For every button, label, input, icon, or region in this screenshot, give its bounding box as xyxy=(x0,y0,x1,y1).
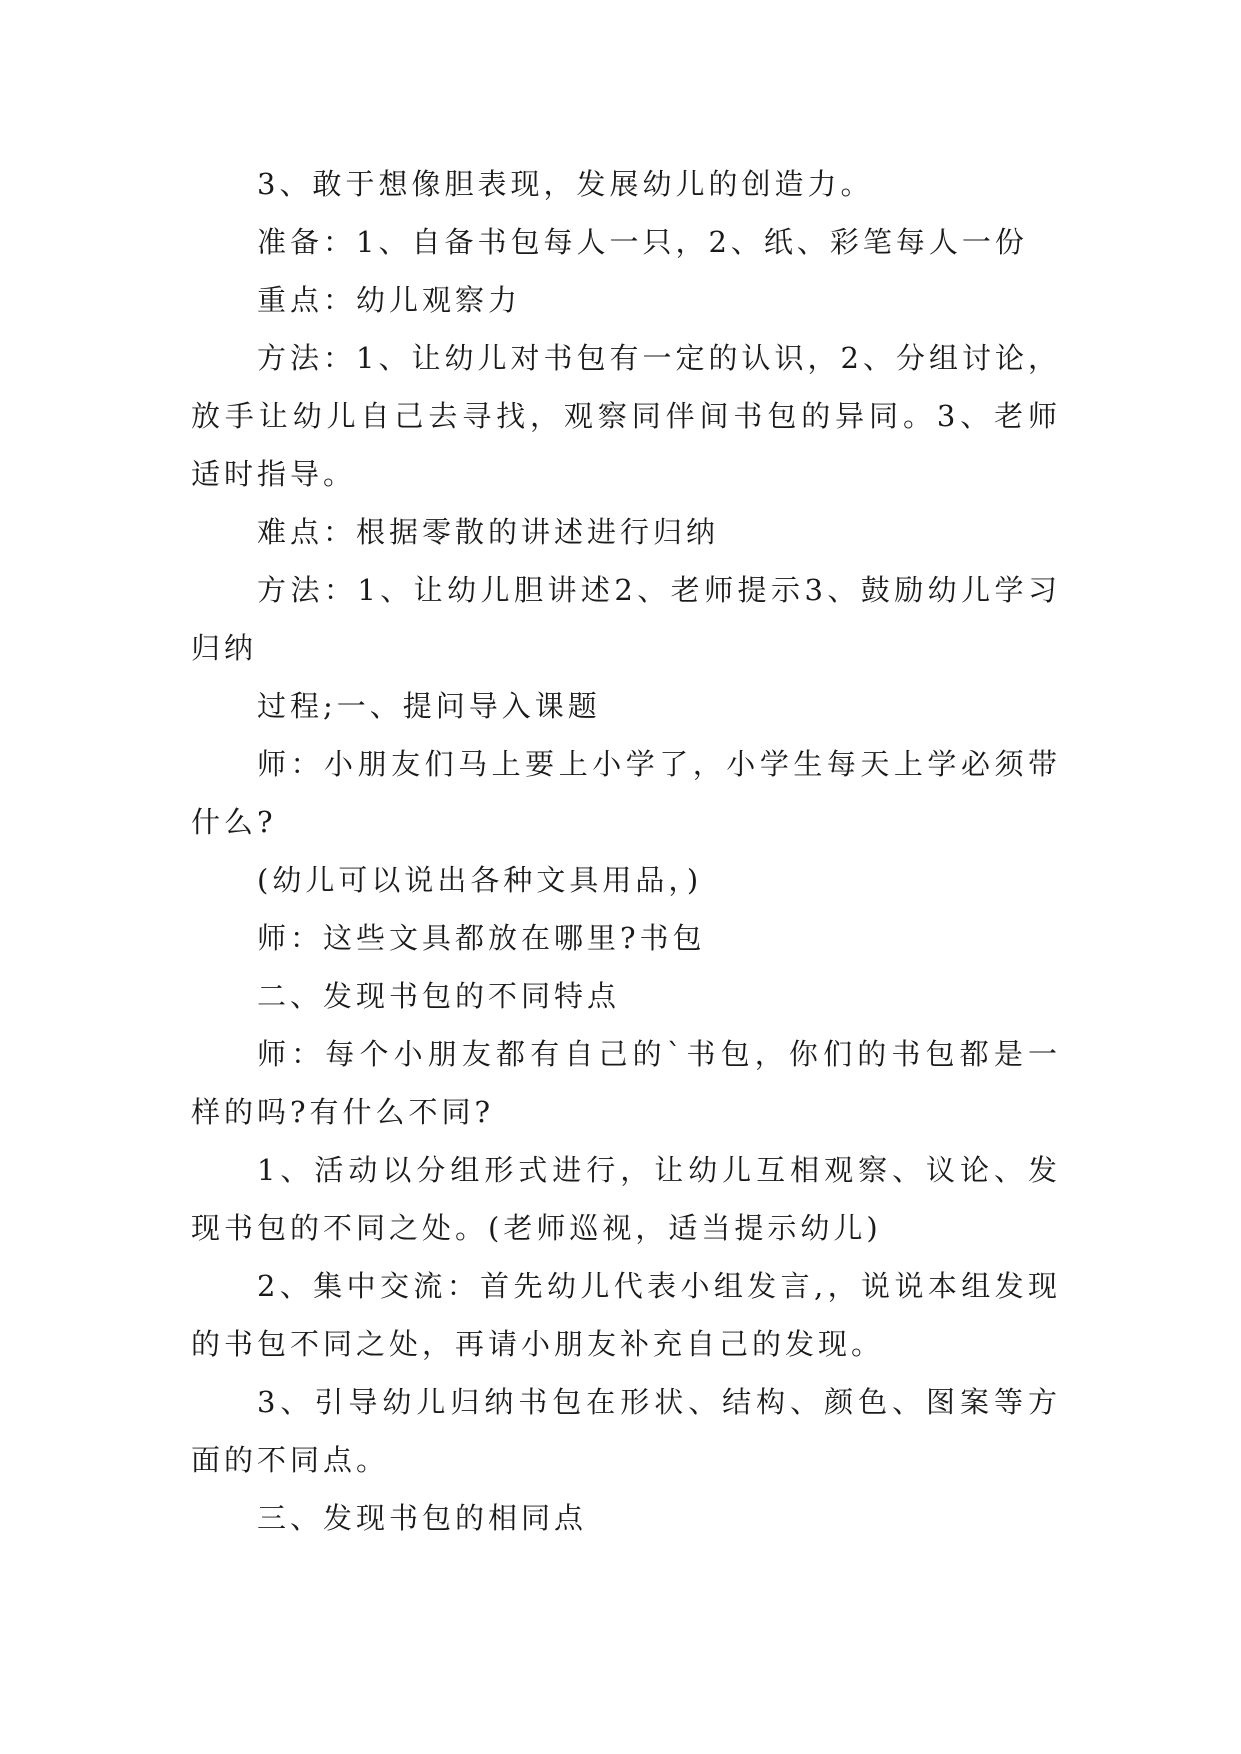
paragraph-goal-3: 3、敢于想像胆表现，发展幼儿的创造力。 xyxy=(257,167,874,201)
paragraph-key-point: 重点：幼儿观察力 xyxy=(257,283,522,317)
document-body xyxy=(191,155,1061,1547)
paragraph-step-3: 3、引导幼儿归纳书包在形状、结构、颜色、图案等方面的不同点。 xyxy=(191,1385,1061,1477)
paragraph-step-1: 1、活动以分组形式进行，让幼儿互相观察、议论、发现书包的不同之处。(老师巡视，适当提示幼儿) xyxy=(191,1153,1061,1245)
paragraph-section-three-heading: 三、发现书包的相同点 xyxy=(257,1501,588,1535)
paragraph-process-heading: 过程;一、提问导入课题 xyxy=(257,689,601,723)
paragraph-teacher-question: 师：小朋友们马上要上小学了，小学生每天上学必须带什么? xyxy=(191,747,1061,839)
paragraph-section-two-heading: 二、发现书包的不同特点 xyxy=(257,979,621,1013)
paragraph-teacher-where: 师：这些文具都放在哪里?书包 xyxy=(257,921,706,955)
paragraph-key-method: 方法：1、让幼儿对书包有一定的认识，2、分组讨论，放手让幼儿自己去寻找，观察同伴间书包的异同。3、老师适时指导。 xyxy=(191,341,1061,491)
paragraph-difficulty: 难点：根据零散的讲述进行归纳 xyxy=(257,515,720,549)
paragraph-difficulty-method: 方法：1、让幼儿胆讲述2、老师提示3、鼓励幼儿学习归纳 xyxy=(191,573,1061,665)
paragraph-teacher-difference: 师：每个小朋友都有自己的`书包，你们的书包都是一样的吗?有什么不同? xyxy=(191,1037,1061,1129)
paragraph-preparation: 准备：1、自备书包每人一只，2、纸、彩笔每人一份 xyxy=(257,225,1028,259)
paragraph-step-2: 2、集中交流：首先幼儿代表小组发言,，说说本组发现的书包不同之处，再请小朋友补充自己的发现。 xyxy=(191,1269,1061,1361)
paragraph-children-answer: (幼儿可以说出各种文具用品，) xyxy=(257,863,703,897)
